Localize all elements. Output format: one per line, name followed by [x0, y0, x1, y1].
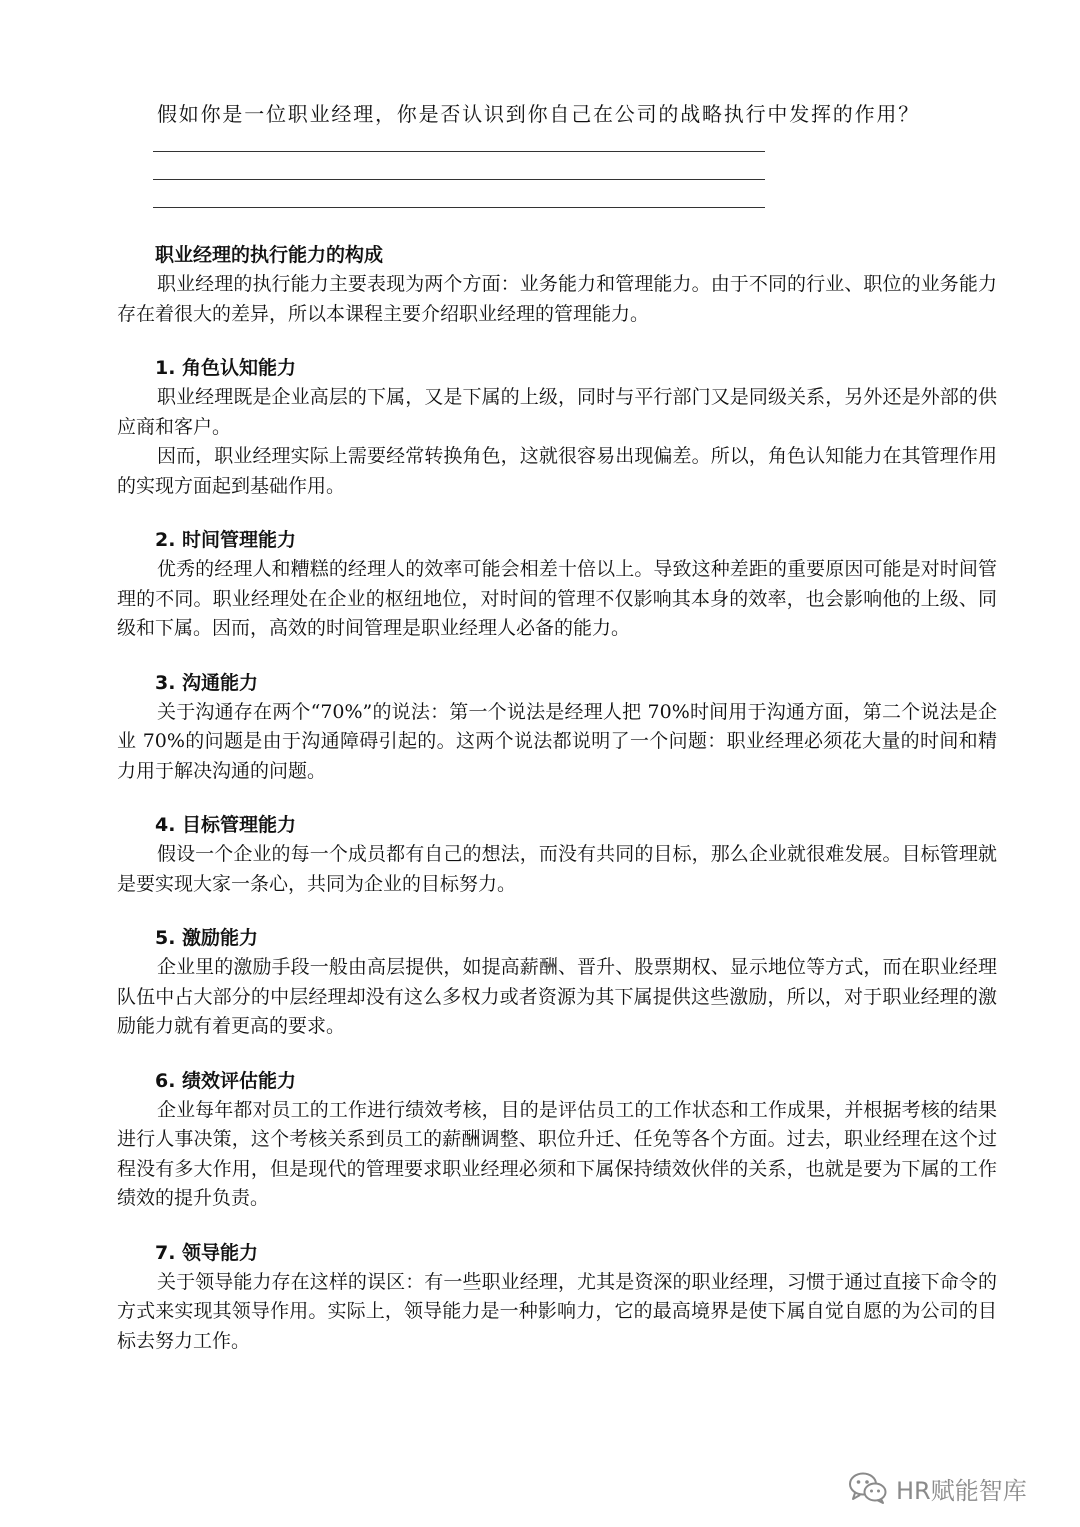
section-time-management	[117, 525, 997, 644]
section-role-cognition	[117, 353, 997, 501]
section-leadership	[117, 1238, 997, 1357]
question-text: 假如你是一位职业经理，你是否认识到你自己在公司的战略执行中发挥的作用？	[157, 102, 920, 126]
section-paragraph: 职业经理的执行能力主要表现为两个方面：业务能力和管理能力。由于不同的行业、职位的业务能力存在着很大的差异，所以本课程主要介绍职业经理的管理能力。	[117, 273, 997, 325]
watermark	[848, 1468, 1027, 1508]
section-heading: 职业经理的执行能力的构成	[155, 244, 384, 266]
section-motivation	[117, 923, 997, 1042]
section-heading: 6. 绩效评估能力	[155, 1069, 297, 1092]
answer-line	[153, 151, 765, 152]
section-heading: 2. 时间管理能力	[155, 529, 297, 551]
watermark-text: HR赋能智库	[896, 1476, 1027, 1505]
section-paragraph: 企业每年都对员工的工作进行绩效考核，目的是评估员工的工作状态和工作成果，并根据考核的结果进行人事决策，这个考核关系到员工的薪酬调整、职位升迁、任免等各个方面。过去，职业经理在这个过程没有多大作用，但是现代的管理要求职业经理必须和下属保持绩效伙伴的关系，也就是要为下属的工作绩效的提升负责。	[117, 1098, 997, 1209]
wechat-icon	[848, 1471, 888, 1505]
section-paragraph: 关于领导能力存在这样的误区：有一些职业经理，尤其是资深的职业经理，习惯于通过直接下命令的方式来实现其领导作用。实际上，领导能力是一种影响力，它的最高境界是使下属自觉自愿的为公司的目标去努力工作。	[117, 1270, 997, 1352]
section-heading: 7. 领导能力	[155, 1241, 259, 1264]
section-paragraph: 假设一个企业的每一个成员都有自己的想法，而没有共同的目标，那么企业就很难发展。目标管理就是要实现大家一条心，共同为企业的目标努力。	[117, 843, 997, 895]
intro-section	[117, 240, 997, 329]
section-communication	[117, 668, 997, 787]
section-paragraph: 因而，职业经理实际上需要经常转换角色，这就很容易出现偏差。所以，角色认知能力在其管理作用的实现方面起到基础作用。	[117, 445, 997, 497]
section-paragraph: 职业经理既是企业高层的下属，又是下属的上级，同时与平行部门又是同级关系，另外还是外部的供应商和客户。	[117, 386, 997, 438]
section-performance-evaluation	[117, 1066, 997, 1214]
section-paragraph: 企业里的激励手段一般由高层提供，如提高薪酬、晋升、股票期权、显示地位等方式，而在职业经理队伍中占大部分的中层经理却没有这么多权力或者资源为其下属提供这些激励，所以，对于职业经理的激励能力就有着更高的要求。	[117, 956, 997, 1037]
section-heading: 4. 目标管理能力	[155, 814, 297, 836]
section-goal-management	[117, 810, 997, 899]
document-body	[117, 240, 997, 1356]
answer-line	[153, 179, 765, 180]
answer-line	[153, 207, 765, 208]
section-heading: 5. 激励能力	[155, 927, 259, 949]
section-heading: 1. 角色认知能力	[155, 357, 297, 379]
section-heading: 3. 沟通能力	[155, 671, 259, 694]
section-paragraph: 关于沟通存在两个“70%”的说法：第一个说法是经理人把 70%时间用于沟通方面，第二个说法是企业 70%的问题是由于沟通障碍引起的。这两个说法都说明了一个问题：职业经理必须花大量的时间和精力用于解决沟通的问题。	[117, 700, 997, 782]
section-paragraph: 优秀的经理人和糟糕的经理人的效率可能会相差十倍以上。导致这种差距的重要原因可能是对时间管理的不同。职业经理处在企业的枢纽地位，对时间的管理不仅影响其本身的效率，也会影响他的上级、同级和下属。因而，高效的时间管理是职业经理人必备的能力。	[117, 558, 997, 639]
